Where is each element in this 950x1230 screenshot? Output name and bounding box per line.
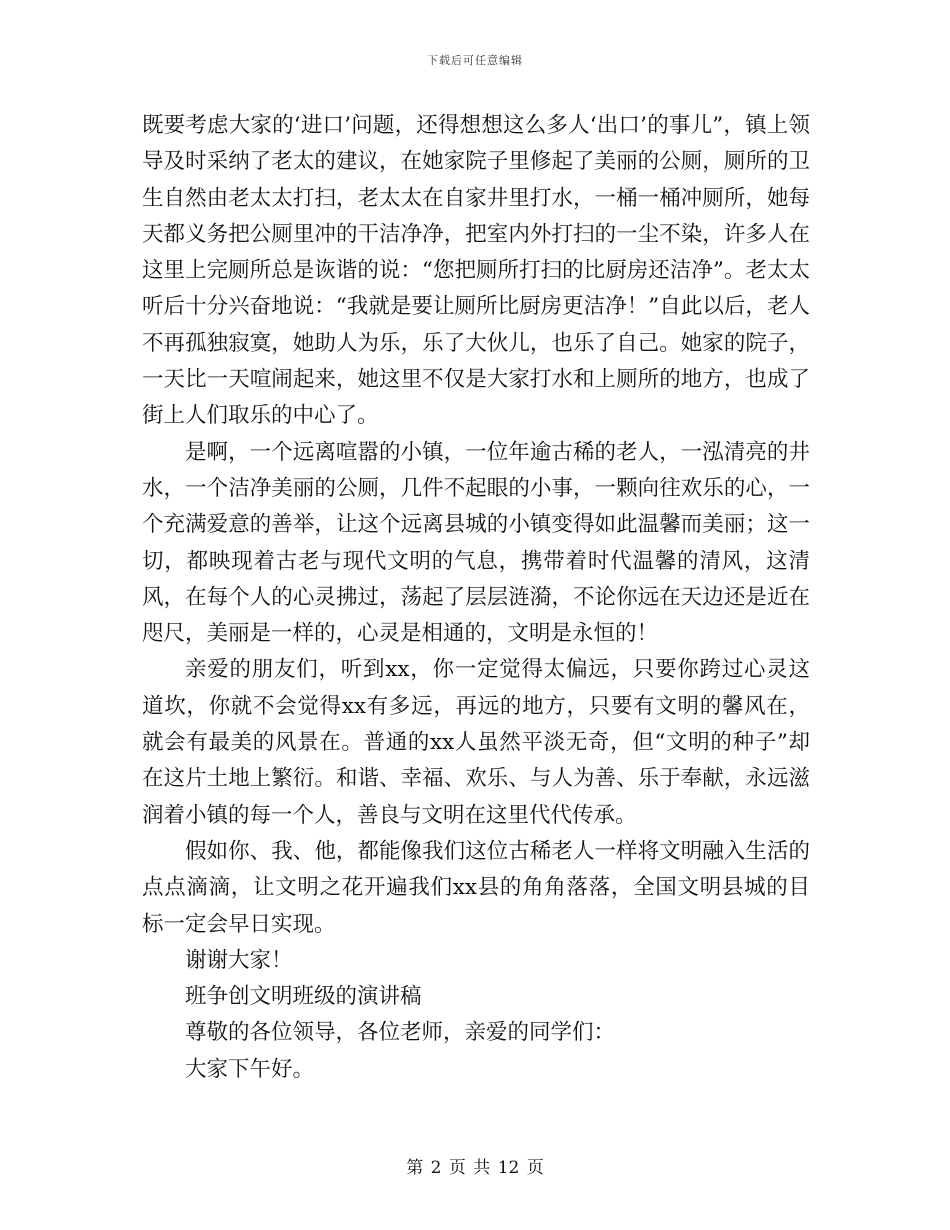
page-number: 第 2 页 共 12 页 (406, 1158, 544, 1178)
paragraph-continuation: 既要考虑大家的‘进口’问题，还得想想这么多人‘出口’的事儿”，镇上领导及时采纳了老太的建议，在她家院子里修起了美丽的公厕，厕所的卫生自然由老太太打扫，老太太在自家井里打水，一桶一桶冲厕所，她每天都义务把公厕里冲的干洁净净，把室内外打扫的一尘不染，许多人在这里上完厕所总是诙谐的说：“您把厕所打扫的比厨房还洁净”。老太太听后十分兴奋地说：“我就是要让厕所比厨房更洁净！”自此以后，老人不再孤独寂寞，她助人为乐，乐了大伙儿，也乐了自己。她家的院子，一天比一天喧闹起来，她这里不仅是大家打水和上厕所的地方，也成了街上人们取乐的中心了。 (142, 113, 810, 429)
speech-title: 班争创文明班级的演讲稿 (185, 984, 422, 1010)
closing-thanks: 谢谢大家！ (185, 947, 293, 973)
document-body (142, 108, 810, 1088)
paragraph: 假如你、我、他，都能像我们这位古稀老人一样将文明融入生活的点点滴滴，让文明之花开遍我们xx县的角角落落，全国文明县城的目标一定会早日实现。 (142, 838, 810, 937)
salutation: 尊敬的各位领导，各位老师，亲爱的同学们： (185, 1020, 616, 1046)
paragraph: 亲爱的朋友们，听到xx，你一定觉得太偏远，只要你跨过心灵这道坎，你就不会觉得xx有多远，再远的地方，只要有文明的馨风在，就会有最美的风景在。普通的xx人虽然平淡无奇，但“文明的种子”却在这片土地上繁衍。和谐、幸福、欢乐、与人为善、乐于奉献，永远滋润着小镇的每一个人，善良与文明在这里代代传承。 (142, 657, 810, 828)
page-header-note: 下载后可任意编辑 (427, 54, 523, 67)
paragraph: 是啊，一个远离喧嚣的小镇，一位年逾古稀的老人，一泓清亮的井水，一个洁净美丽的公厕，几件不起眼的小事，一颗向往欢乐的心，一个充满爱意的善举，让这个远离县城的小镇变得如此温馨而美丽；这一切，都映现着古老与现代文明的气息，携带着时代温馨的清风，这清风，在每个人的心灵拂过，荡起了层层涟漪，不论你远在天边还是近在咫尺，美丽是一样的，心灵是相通的，文明是永恒的！ (142, 439, 810, 647)
greeting: 大家下午好。 (185, 1056, 315, 1082)
